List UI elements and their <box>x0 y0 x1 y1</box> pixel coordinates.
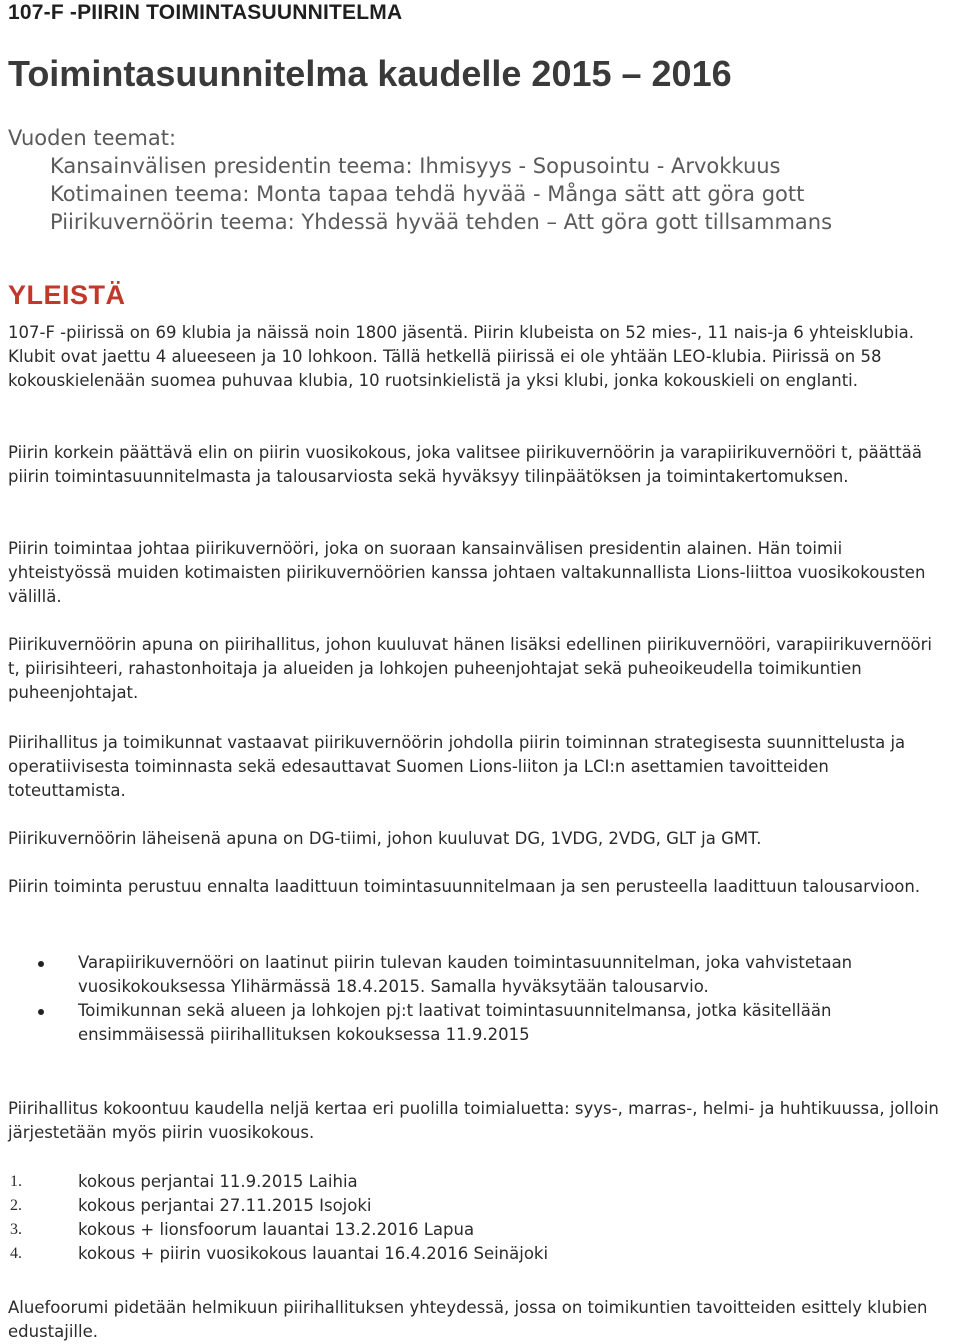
themes-label: Vuoden teemat: <box>8 126 177 150</box>
list-item-text: Varapiirikuvernööri on laatinut piirin tulevan kauden toimintasuunnitelman, joka vahvistetaan vuosikokouksessa Ylihärmässä 18.4.2015. Samalla hyväksytään talousarvio. <box>78 953 853 996</box>
themes-block <box>8 124 832 236</box>
page-title: Toimintasuunnitelma kaudelle 2015 – 2016 <box>8 53 732 94</box>
meeting-text: kokous perjantai 27.11.2015 Isojoki <box>78 1196 372 1215</box>
meeting-text: kokous + piirin vuosikokous lauantai 16.4.2016 Seinäjoki <box>78 1244 549 1263</box>
meeting-item <box>8 1242 948 1266</box>
meeting-item <box>8 1194 948 1218</box>
meeting-text: kokous perjantai 11.9.2015 Laihia <box>78 1172 358 1191</box>
paragraph: Piirihallitus ja toimikunnat vastaavat piirikuvernöörin johdolla piirin toiminnan strategisesta suunnittelusta ja operatiivisesta toiminnasta sekä edesauttavat Suomen Lions-liiton ja LCI:n asettamien tavoitteiden toteuttamista. <box>8 733 906 800</box>
bullet-icon <box>38 1009 44 1015</box>
meeting-item <box>8 1170 948 1194</box>
paragraph: Piirin toimintaa johtaa piirikuvernööri, joka on suoraan kansainvälisen presidentin alainen. Hän toimii yhteistyössä muiden kotimaisten piirikuvernöörien kanssa johtaen valtakunnallista Lions-liittoa vuosikokousten välillä. <box>8 539 926 606</box>
list-item-text: Toimikunnan sekä alueen ja lohkojen pj:t laativat toimintasuunnitelmansa, jotka käsitellään ensimmäisessä piirihallituksen kokouksessa 11.9.2015 <box>78 1001 832 1044</box>
document-page <box>8 0 954 1341</box>
bullet-icon <box>38 961 44 967</box>
paragraph: Piirin korkein päättävä elin on piirin vuosikokous, joka valitsee piirikuvernöörin ja varapiirikuvernööri t, päättää piirin toimintasuunnitelmasta ja talousarviosta sekä hyväksyy tilinpäätöksen ja toimintakertomuksen. <box>8 443 922 486</box>
paragraph: Piirikuvernöörin läheisenä apuna on DG-tiimi, johon kuuluvat DG, 1VDG, 2VDG, GLT ja GMT. <box>8 829 762 848</box>
meeting-number: 2. <box>10 1197 22 1214</box>
meetings-intro: Piirihallitus kokoontuu kaudella neljä kertaa eri puolilla toimialuetta: syys-, marras-, helmi- ja huhtikuussa, jolloin järjestetään myös piirin vuosikokous. <box>8 1099 939 1142</box>
theme-item: Kansainvälisen presidentin teema: Ihmisyys - Sopusointu - Arvokkuus <box>50 154 781 178</box>
meeting-item <box>8 1218 948 1242</box>
paragraph: Piirikuvernöörin apuna on piirihallitus, johon kuuluvat hänen lisäksi edellinen piirikuvernööri, varapiirikuvernööri t, piirisihteeri, rahastonhoitaja ja alueiden ja lohkojen puheenjohtajat sekä puheoikeudella toimikuntien puheenjohtajat. <box>8 635 932 702</box>
meeting-number: 4. <box>10 1245 22 1262</box>
meeting-text: kokous + lionsfoorum lauantai 13.2.2016 Lapua <box>78 1220 475 1239</box>
closing-paragraph: Aluefoorumi pidetään helmikuun piirihallituksen yhteydessä, jossa on toimikuntien tavoitteiden esittely klubien edustajille. <box>8 1298 928 1341</box>
paragraph: Piirin toiminta perustuu ennalta laadittuun toimintasuunnitelmaan ja sen perusteella laadittuun talousarvioon. <box>8 877 921 896</box>
theme-item: Kotimainen teema: Monta tapaa tehdä hyvää - Många sätt att göra gott <box>50 182 805 206</box>
list-item <box>8 999 948 1047</box>
meeting-number: 1. <box>10 1173 22 1190</box>
meeting-number: 3. <box>10 1221 22 1238</box>
meeting-list <box>8 1170 948 1266</box>
section-title-yleista: YLEISTÄ <box>8 280 126 310</box>
document-header: 107-F -PIIRIN TOIMINTASUUNNITELMA <box>8 1 403 24</box>
theme-item: Piirikuvernöörin teema: Yhdessä hyvää tehden – Att göra gott tillsammans <box>50 210 833 234</box>
list-item <box>8 951 948 999</box>
paragraph: 107-F -piirissä on 69 klubia ja näissä noin 1800 jäsentä. Piirin klubeista on 52 mies-, 11 nais-ja 6 yhteisklubia. Klubit ovat jaettu 4 alueeseen ja 10 lohkoon. Tällä hetkellä piirissä ei ole yhtään LEO-klubia. Piirissä on 58 kokouskielenään suomea puhuvaa klubia, 10 ruotsinkielistä ja yksi klubi, jonka kokouskieli on englanti. <box>8 323 915 390</box>
bullet-list <box>8 951 948 1047</box>
